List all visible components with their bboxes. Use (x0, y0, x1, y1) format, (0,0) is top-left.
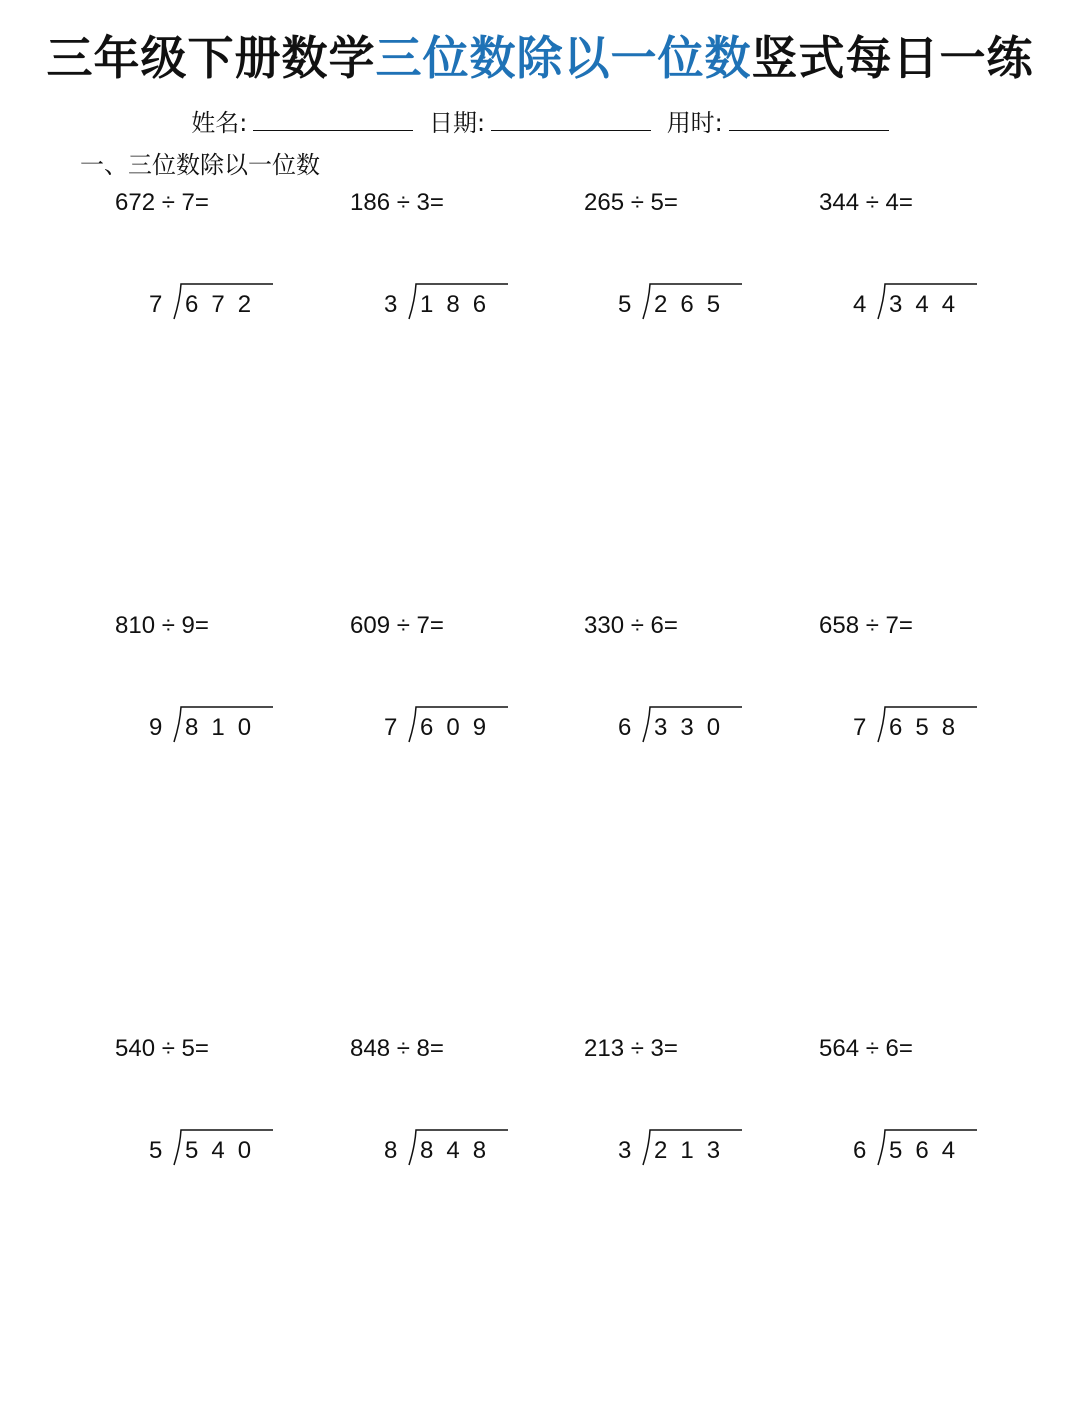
problem-item (115, 611, 335, 771)
time-field (667, 106, 889, 140)
long-division-divisor: 8 (384, 1137, 398, 1164)
long-division-dividend: 672 (185, 291, 265, 318)
long-division-dividend: 609 (420, 714, 500, 741)
problem-item (350, 611, 570, 771)
long-division-divisor: 7 (384, 714, 398, 741)
problem-expression: 609 ÷ 7= (350, 612, 444, 639)
problem-expression: 564 ÷ 6= (819, 1035, 913, 1062)
long-division-dividend: 658 (889, 714, 969, 741)
time-blank[interactable] (729, 108, 889, 131)
title-prefix: 三年级下册数学 (46, 31, 376, 85)
problem-item (584, 188, 804, 348)
problem-expression: 265 ÷ 5= (584, 189, 678, 216)
title-suffix: 竖式每日一练 (751, 31, 1034, 85)
problem-expression: 658 ÷ 7= (819, 612, 913, 639)
student-info-line (0, 106, 1080, 140)
problem-expression: 213 ÷ 3= (584, 1035, 678, 1062)
long-division-dividend: 540 (185, 1137, 265, 1164)
title-highlight: 三位数除以一位数 (375, 31, 752, 85)
long-division-divisor: 5 (618, 291, 632, 318)
long-division-dividend: 564 (889, 1137, 969, 1164)
long-division-divisor: 3 (618, 1137, 632, 1164)
problem-expression: 330 ÷ 6= (584, 612, 678, 639)
problem-expression: 186 ÷ 3= (350, 189, 444, 216)
long-division-divisor: 7 (853, 714, 867, 741)
problem-item (819, 611, 1039, 771)
problem-expression: 672 ÷ 7= (115, 189, 209, 216)
date-field (429, 106, 651, 140)
long-division-dividend: 186 (420, 291, 500, 318)
long-division-dividend: 848 (420, 1137, 500, 1164)
long-division-dividend: 265 (654, 291, 734, 318)
long-division-divisor: 6 (618, 714, 632, 741)
long-division-divisor: 6 (853, 1137, 867, 1164)
problem-expression: 848 ÷ 8= (350, 1035, 444, 1062)
long-division-divisor: 9 (149, 714, 163, 741)
problem-expression: 344 ÷ 4= (819, 189, 913, 216)
date-blank[interactable] (491, 108, 651, 131)
name-field (191, 106, 413, 140)
problem-expression: 810 ÷ 9= (115, 612, 209, 639)
worksheet-title (0, 30, 1080, 86)
long-division-dividend: 213 (654, 1137, 734, 1164)
problem-item (350, 1034, 570, 1194)
problem-expression: 540 ÷ 5= (115, 1035, 209, 1062)
problem-item (819, 1034, 1039, 1194)
problem-item (584, 611, 804, 771)
long-division-divisor: 5 (149, 1137, 163, 1164)
long-division-dividend: 810 (185, 714, 265, 741)
problem-item (115, 188, 335, 348)
long-division-dividend: 330 (654, 714, 734, 741)
problem-item (819, 188, 1039, 348)
date-label: 日期: (428, 109, 486, 137)
long-division-divisor: 4 (853, 291, 867, 318)
long-division-divisor: 7 (149, 291, 163, 318)
time-label: 用时: (666, 109, 723, 137)
name-blank[interactable] (253, 108, 413, 131)
problem-item (115, 1034, 335, 1194)
section-title: 一、三位数除以一位数 (80, 151, 320, 179)
long-division-dividend: 344 (889, 291, 969, 318)
name-label: 姓名: (191, 109, 248, 137)
long-division-divisor: 3 (384, 291, 398, 318)
problem-item (584, 1034, 804, 1194)
problem-item (350, 188, 570, 348)
